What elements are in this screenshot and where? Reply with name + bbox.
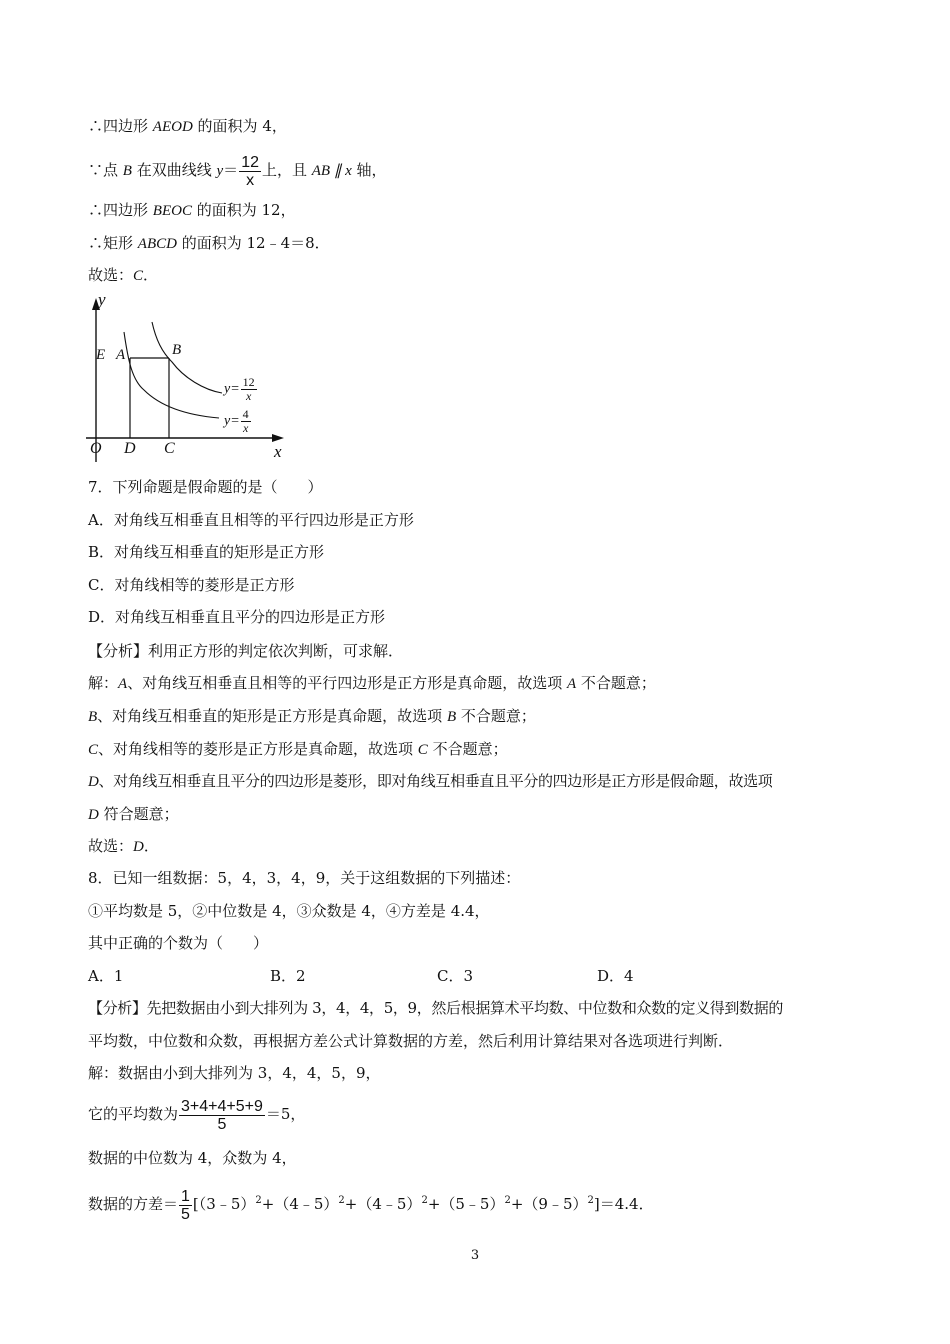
text: ．: [143, 837, 159, 855]
math-var: B: [446, 709, 457, 725]
q7-option-c: [88, 575, 295, 595]
math-var: A: [118, 676, 128, 692]
q8-option-d: [597, 966, 634, 986]
math-var: C: [417, 742, 428, 758]
text: ．: [143, 266, 159, 284]
fraction-numerator: 3+4+4+5+9: [181, 1097, 263, 1115]
q8-options: [88, 966, 634, 986]
q8-analysis-line-1: 【分析】先把数据由小到大排列为 3，4，4，5，9，然后根据算术平均数、中位数和众数的定义得到数据的: [88, 999, 783, 1017]
fraction: [179, 1188, 192, 1223]
q8-variance-line: [88, 1178, 654, 1227]
math-var: A: [566, 676, 577, 692]
text: 它的平均数为: [88, 1105, 179, 1123]
q8-solution-line-1: 解：数据由小到大排列为 3，4，4，5，9，: [88, 1064, 381, 1082]
q8-option-b: [270, 966, 437, 986]
solution-line-3: [88, 200, 296, 221]
q7-option-a: [88, 510, 414, 530]
text: +（4﹣5）: [261, 1195, 339, 1213]
fraction: [241, 408, 251, 435]
text: ∴矩形: [88, 234, 138, 252]
text: 故选：: [88, 837, 134, 855]
curve-label-4x: [224, 408, 252, 435]
q7-solution-a: [88, 673, 656, 694]
q8-stem: 8．已知一组数据：5，4，3，4，9，关于这组数据的下列描述：: [88, 869, 521, 887]
math-var: D: [88, 807, 99, 823]
fraction: [239, 154, 261, 189]
x-axis-label: x: [274, 442, 282, 461]
text: +（4﹣5）: [344, 1195, 422, 1213]
text: ∴四边形: [88, 201, 153, 219]
text: ＝: [223, 161, 239, 179]
q7-solution-d: [88, 771, 772, 792]
text: +（9﹣5）: [510, 1195, 588, 1213]
superscript: 2: [504, 1195, 511, 1206]
option-text: 1: [113, 967, 124, 985]
text: 不合题意；: [576, 674, 656, 692]
answer-q6: [88, 265, 158, 286]
option-text: 4: [624, 967, 634, 985]
fraction: [241, 376, 257, 403]
q7-option-b: [88, 542, 324, 562]
q8-option-a: [88, 966, 270, 986]
text: 故选：: [88, 266, 134, 284]
curve-label-12x: [224, 376, 258, 403]
superscript: 2: [587, 1195, 594, 1206]
q7-stem: 7．下列命题是假命题的是（ ）: [88, 478, 323, 496]
superscript: 2: [338, 1195, 345, 1206]
option-text: 对角线互相垂直且相等的平行四边形是正方形: [113, 511, 414, 529]
fraction-denominator: 5: [217, 1115, 227, 1133]
fraction-denominator: x: [243, 421, 249, 435]
option-label: D．: [597, 967, 625, 985]
fraction: [179, 1098, 265, 1133]
fraction-numerator: 12: [241, 153, 259, 171]
text: 上，且: [261, 161, 312, 179]
option-text: 对角线互相垂直的矩形是正方形: [114, 543, 325, 561]
text: 符合题意；: [98, 805, 179, 823]
text: 数据的方差＝: [88, 1195, 179, 1213]
text: 轴，: [351, 161, 387, 179]
point-a-label: A: [116, 347, 126, 363]
fraction-numerator: 4: [242, 407, 249, 421]
math-var: B: [122, 163, 132, 179]
option-label: C．: [437, 967, 464, 985]
y-axis-label: y: [98, 290, 106, 309]
fraction-denominator: x: [246, 171, 255, 189]
option-text: 对角线相等的菱形是正方形: [114, 576, 295, 594]
text: 、对角线互相垂直的矩形是正方形是真命题，故选项: [97, 707, 447, 725]
math-var: AB: [311, 163, 331, 179]
q7-solution-d-cont: [88, 804, 179, 825]
text: 、对角线互相垂直且相等的平行四边形是正方形是真命题，故选项: [127, 674, 567, 692]
fraction-numerator: 12: [242, 375, 255, 389]
text: 在双曲线线: [131, 161, 217, 179]
text: 不合题意；: [456, 707, 536, 725]
q7-solution-b: [88, 706, 536, 727]
q8-statements: ①平均数是 5，②中位数是 4，③众数是 4，④方差是 4.4，: [88, 902, 490, 920]
coordinate-diagram: [84, 290, 294, 465]
text: ]＝4.4．: [593, 1195, 654, 1213]
option-label: A．: [88, 511, 114, 529]
answer-q7: [88, 836, 159, 857]
fraction-denominator: x: [246, 389, 252, 403]
option-label: D．: [88, 608, 116, 626]
text: 的面积为 4，: [192, 117, 287, 135]
math-var: x: [345, 163, 352, 179]
q8-option-c: [437, 966, 597, 986]
text: [（3﹣5）: [192, 1195, 256, 1213]
text: ∴四边形: [88, 117, 153, 135]
page-number: 3: [470, 1248, 480, 1263]
text: 解：: [88, 674, 119, 692]
origin-label: O: [90, 440, 102, 457]
math-var: AEOD: [152, 119, 193, 135]
point-d-label: D: [124, 440, 136, 457]
fraction-denominator: 5: [181, 1205, 190, 1223]
option-text: 3: [463, 967, 474, 985]
text: y=: [224, 413, 240, 429]
q8-mean-line: [88, 1090, 305, 1138]
option-label: B．: [270, 967, 297, 985]
q8-median-mode: 数据的中位数为 4，众数为 4，: [88, 1149, 297, 1167]
math-var: y: [216, 163, 224, 179]
option-text: 2: [296, 967, 306, 985]
superscript: 2: [255, 1195, 262, 1206]
solution-line-4: [88, 233, 330, 254]
option-label: B．: [88, 543, 115, 561]
text: 、对角线相等的菱形是正方形是真命题，故选项: [98, 740, 418, 758]
text: +（5﹣5）: [427, 1195, 505, 1213]
math-var: C: [133, 268, 144, 284]
math-var: B: [88, 709, 98, 725]
q7-option-d: [88, 607, 385, 627]
text: ∵点: [88, 161, 123, 179]
option-text: 对角线互相垂直且平分的四边形是正方形: [115, 608, 386, 626]
text: 不合题意；: [427, 740, 508, 758]
math-var: BEOC: [152, 203, 192, 219]
point-c-label: C: [164, 440, 175, 457]
text: 的面积为 12﹣4＝8．: [176, 234, 330, 252]
option-label: C．: [88, 576, 115, 594]
superscript: 2: [421, 1195, 428, 1206]
q8-analysis-line-2: 平均数，中位数和众数，再根据方差公式计算数据的方差，然后利用计算结果对各选项进行判断．: [88, 1032, 734, 1050]
q8-ask: 其中正确的个数为（ ）: [88, 934, 269, 952]
option-label: A．: [88, 967, 114, 985]
hyperbola-figure: [84, 290, 294, 469]
text: 的面积为 12，: [191, 201, 296, 219]
point-b-label: B: [172, 342, 182, 358]
text: 、对角线互相垂直且平分的四边形是菱形，即对角线互相垂直且平分的四边形是正方形是假命题，故选项: [98, 772, 773, 790]
math-var: D: [88, 774, 99, 790]
point-e-label: E: [96, 347, 106, 363]
solution-line-2: [88, 150, 387, 191]
parallel-symbol: ∥: [330, 163, 346, 179]
q7-solution-c: [88, 739, 508, 760]
math-var: ABCD: [137, 236, 177, 252]
text: ＝5，: [265, 1105, 306, 1123]
math-var: C: [88, 742, 99, 758]
math-var: D: [133, 839, 144, 855]
text: y=: [224, 381, 240, 397]
fraction-numerator: 1: [181, 1187, 190, 1205]
solution-line-1: [88, 116, 287, 137]
q7-analysis: 【分析】利用正方形的判定依次判断，可求解．: [88, 642, 404, 660]
